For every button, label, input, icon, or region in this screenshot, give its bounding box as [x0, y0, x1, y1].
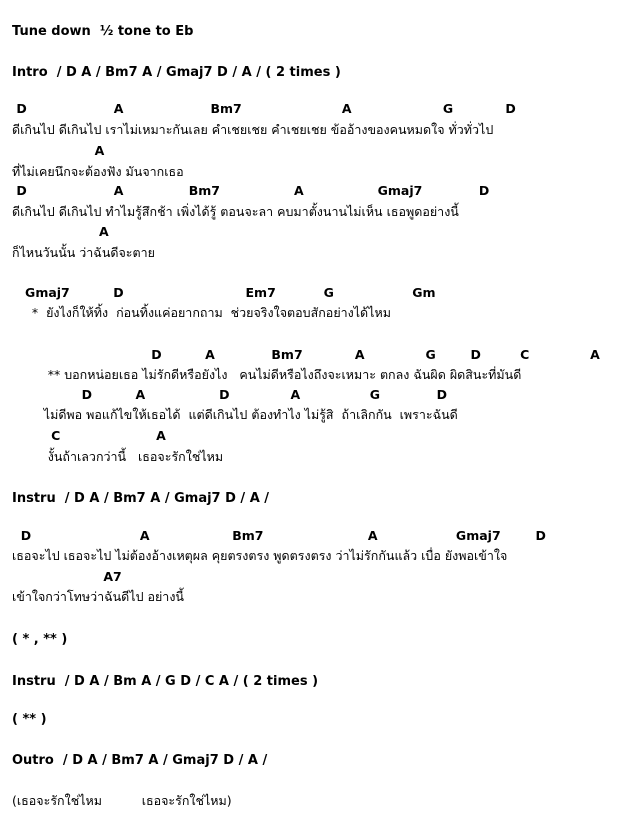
instrumental-line: Instru / D A / Bm A / G D / C A / ( 2 times ): [12, 674, 319, 689]
intro-line: Intro / D A / Bm7 A / Gmaj7 D / A / ( 2 times ): [12, 65, 341, 80]
lyric-line: ดีเกินไป ดีเกินไป เราไม่เหมาะกันเลย คำเชยเชย คำเชยเชย ข้ออ้างของคนหมดใจ ทั่วทั่วไป: [12, 122, 494, 137]
chord-line: A: [12, 224, 109, 239]
chord-line: D A Bm7 A G D: [12, 101, 516, 116]
repeat-marker: ( ** ): [12, 712, 47, 727]
lyric-line: ดีเกินไป ดีเกินไป ทำไมรู้สึกช้า เพิ่งได้รู้ ตอนจะลา คบมาตั้งนานไม่เห็น เธอพูดอย่างนี้: [12, 204, 459, 219]
lyric-line: ที่ไม่เคยนึกจะต้องฟัง มันจากเธอ: [12, 164, 184, 179]
chord-line: D A Bm7 A Gmaj7 D: [12, 528, 546, 543]
lyric-line: เธอจะไป เธอจะไป ไม่ต้องอ้างเหตุผล คุยตรงตรง พูดตรงตรง ว่าไม่รักกันแล้ว เบื่อ ยังพอเข้าใจ: [12, 548, 508, 563]
chord-line: Gmaj7 D Em7 G Gm: [12, 285, 436, 300]
chord-line: A: [12, 143, 105, 158]
lyric-line: ไม่ดีพอ พอแก้ไขให้เธอได้ แต่ดีเกินไป ต้องทำไง ไม่รู้สิ ถ้าเลิกกัน เพราะฉันดี: [12, 407, 458, 422]
repeat-marker: ( * , ** ): [12, 632, 68, 647]
lyric-line: งั้นถ้าเลวกว่านี้ เธอจะรักใช่ไหม: [12, 449, 224, 464]
chord-line: D A D A G D: [12, 387, 447, 402]
chord-line: D A Bm7 A Gmaj7 D: [12, 183, 490, 198]
lyric-line: เข้าใจกว่าโทษว่าฉันดีไป อย่างนี้: [12, 589, 184, 604]
ending-line: (เธอจะรักใช่ไหม เธอจะรักใช่ไหม): [12, 793, 232, 808]
chord-line: C A: [12, 428, 166, 443]
outro-line: Outro / D A / Bm7 A / Gmaj7 D / A /: [12, 753, 268, 768]
chord-line: A7: [12, 569, 122, 584]
instrumental-line: Instru / D A / Bm7 A / Gmaj7 D / A /: [12, 491, 270, 506]
lyric-line: ก็ไหนวันนั้น ว่าฉันดีจะตาย: [12, 245, 155, 260]
lyric-line: * ยังไงก็ให้ทิ้ง ก่อนทิ้งแค่อยากถาม ช่วยจริงใจตอบสักอย่างได้ไหม: [12, 305, 391, 320]
lyric-line: ** บอกหน่อยเธอ ไม่รักดีหรือยังไง คนไม่ดีหรือไงถึงจะเหมาะ ตกลง ฉันผิด ผิดสินะที่มันดี: [12, 367, 522, 382]
tuning-note: Tune down ½ tone to Eb: [12, 24, 194, 39]
chord-line: D A Bm7 A G D C A: [12, 347, 600, 362]
